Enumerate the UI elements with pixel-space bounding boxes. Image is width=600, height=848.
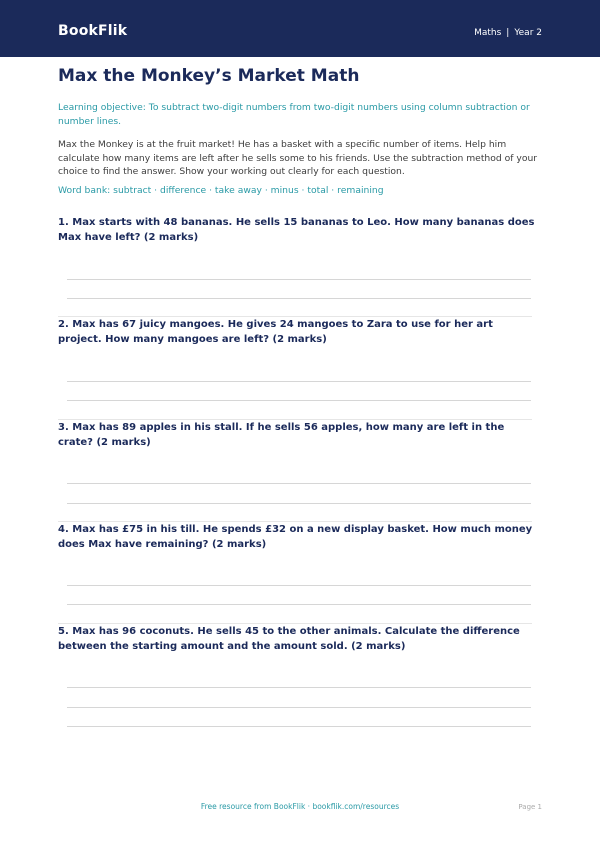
question-2: 2. Max has 67 juicy mangoes. He gives 24 mangoes to Zara to use for her art project. How many mangoes are left? (2 marks) xyxy=(58,319,493,345)
answer-line xyxy=(67,687,531,688)
question-1: 1. Max starts with 48 bananas. He sells 15 bananas to Leo. How many bananas does Max have left? (2 marks) xyxy=(58,217,535,243)
separator: | xyxy=(506,28,510,38)
word-bank: Word bank: subtract · difference · take away · minus · total · remaining xyxy=(58,185,384,196)
question-3: 3. Max has 89 apples in his stall. If he sells 56 apples, how many are left in the crate? (2 marks) xyxy=(58,422,505,448)
learning-objective: Learning objective: To subtract two-digit numbers from two-digit numbers using column subtraction or number lines. xyxy=(58,102,530,127)
worksheet-title: Max the Monkey’s Market Math xyxy=(58,66,360,86)
answer-line xyxy=(67,707,531,708)
answer-line xyxy=(67,604,531,605)
brand-logo: BookFlik xyxy=(58,23,128,39)
answer-line xyxy=(67,483,531,484)
year-label: Year 2 xyxy=(514,28,542,38)
answer-line xyxy=(67,400,531,401)
page-number: Page 1 xyxy=(518,803,542,811)
intro-paragraph: Max the Monkey is at the fruit market! He has a basket with a specific number of items. Help him calculate how many items are left after he sells some to his friends. Use the subtraction method of your choice to find the answer. Show your working out clearly for each question. xyxy=(58,139,538,177)
answer-line xyxy=(67,279,531,280)
answer-line xyxy=(67,298,531,299)
answer-line xyxy=(67,726,531,727)
answer-line xyxy=(67,585,531,586)
answer-line xyxy=(67,503,531,504)
footer-credit[interactable]: Free resource from BookFlik · bookflik.com/resources xyxy=(200,802,400,811)
question-5: 5. Max has 96 coconuts. He sells 45 to the other animals. Calculate the difference between the starting amount and the amount sold. (2 marks) xyxy=(58,626,520,652)
answer-line xyxy=(67,381,531,382)
subject-label: Maths xyxy=(474,28,502,38)
header-bar xyxy=(0,0,600,57)
subject-year xyxy=(474,28,542,38)
question-4: 4. Max has £75 in his till. He spends £32 on a new display basket. How much money does Max have remaining? (2 marks) xyxy=(58,524,533,550)
